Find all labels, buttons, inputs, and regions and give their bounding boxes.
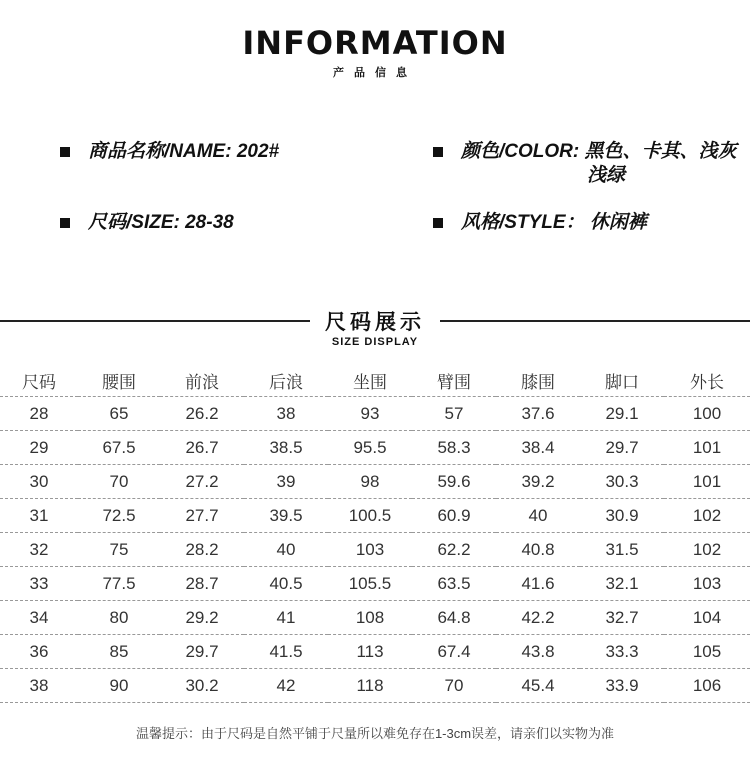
- table-cell: 62.2: [412, 533, 496, 567]
- table-cell: 30: [0, 465, 78, 499]
- table-cell: 57: [412, 397, 496, 431]
- table-cell: 90: [78, 669, 160, 703]
- table-cell: 26.2: [160, 397, 244, 431]
- table-cell: 43.8: [496, 635, 580, 669]
- table-cell: 104: [664, 601, 750, 635]
- table-cell: 103: [328, 533, 412, 567]
- table-cell: 64.8: [412, 601, 496, 635]
- table-cell: 60.9: [412, 499, 496, 533]
- table-cell: 29.1: [580, 397, 664, 431]
- table-cell: 59.6: [412, 465, 496, 499]
- table-cell: 72.5: [78, 499, 160, 533]
- table-header-row: [0, 364, 750, 397]
- table-cell: 29.2: [160, 601, 244, 635]
- column-header: 膝围: [496, 364, 580, 397]
- table-cell: 77.5: [78, 567, 160, 601]
- table-cell: 100.5: [328, 499, 412, 533]
- table-cell: 118: [328, 669, 412, 703]
- table-cell: 42.2: [496, 601, 580, 635]
- table-cell: 103: [664, 567, 750, 601]
- column-header: 臂围: [412, 364, 496, 397]
- bullet-icon: [60, 147, 70, 157]
- table-cell: 29.7: [580, 431, 664, 465]
- table-cell: 45.4: [496, 669, 580, 703]
- size-section-subtitle: SIZE DISPLAY: [331, 336, 419, 348]
- table-cell: 98: [328, 465, 412, 499]
- size-section-title: 尺码展示: [325, 311, 425, 334]
- size-table-body: [0, 397, 750, 703]
- table-cell: 30.9: [580, 499, 664, 533]
- table-cell: 65: [78, 397, 160, 431]
- table-cell: 42: [244, 669, 328, 703]
- table-cell: 85: [78, 635, 160, 669]
- info-color-line2: 浅绿: [587, 165, 626, 186]
- table-cell: 41: [244, 601, 328, 635]
- table-cell: 41.6: [496, 567, 580, 601]
- info-color: [461, 140, 737, 188]
- column-header: 坐围: [328, 364, 412, 397]
- table-cell: 38: [0, 669, 78, 703]
- column-header: 尺码: [0, 364, 78, 397]
- table-cell: 101: [664, 465, 750, 499]
- info-color-line1: 颜色/COLOR: 黑色、卡其、浅灰: [461, 141, 737, 162]
- bullet-icon: [60, 218, 70, 228]
- table-cell: 75: [78, 533, 160, 567]
- table-cell: 32: [0, 533, 78, 567]
- column-header: 后浪: [244, 364, 328, 397]
- table-row: [0, 499, 750, 533]
- table-cell: 38.4: [496, 431, 580, 465]
- table-cell: 40: [244, 533, 328, 567]
- table-cell: 105.5: [328, 567, 412, 601]
- bullet-icon: [433, 147, 443, 157]
- table-cell: 102: [664, 499, 750, 533]
- table-cell: 100: [664, 397, 750, 431]
- table-cell: 40.5: [244, 567, 328, 601]
- table-cell: 27.2: [160, 465, 244, 499]
- table-cell: 37.6: [496, 397, 580, 431]
- table-cell: 32.1: [580, 567, 664, 601]
- table-cell: 40: [496, 499, 580, 533]
- table-cell: 39.2: [496, 465, 580, 499]
- page-subtitle: 产品信息: [333, 67, 417, 79]
- table-cell: 58.3: [412, 431, 496, 465]
- info-size: 尺码/SIZE: 28-38: [88, 212, 234, 233]
- column-header: 前浪: [160, 364, 244, 397]
- table-cell: 38: [244, 397, 328, 431]
- table-cell: 32.7: [580, 601, 664, 635]
- table-cell: 41.5: [244, 635, 328, 669]
- table-cell: 70: [412, 669, 496, 703]
- table-cell: 95.5: [328, 431, 412, 465]
- table-cell: 33.9: [580, 669, 664, 703]
- table-cell: 31.5: [580, 533, 664, 567]
- table-cell: 40.8: [496, 533, 580, 567]
- table-cell: 113: [328, 635, 412, 669]
- size-table: [0, 364, 750, 703]
- table-cell: 26.7: [160, 431, 244, 465]
- table-cell: 63.5: [412, 567, 496, 601]
- table-cell: 105: [664, 635, 750, 669]
- table-row: [0, 601, 750, 635]
- table-row: [0, 533, 750, 567]
- table-cell: 70: [78, 465, 160, 499]
- table-cell: 108: [328, 601, 412, 635]
- size-note: 温馨提示：由于尺码是自然平铺于尺量所以难免存在1-3cm误差，请亲们以实物为准: [135, 726, 615, 741]
- info-style: 风格/STYLE： 休闲裤: [461, 212, 647, 233]
- table-cell: 34: [0, 601, 78, 635]
- table-cell: 101: [664, 431, 750, 465]
- table-cell: 33: [0, 567, 78, 601]
- table-cell: 28: [0, 397, 78, 431]
- bullet-icon: [433, 218, 443, 228]
- table-cell: 29: [0, 431, 78, 465]
- table-cell: 29.7: [160, 635, 244, 669]
- table-cell: 39.5: [244, 499, 328, 533]
- column-header: 脚口: [580, 364, 664, 397]
- table-cell: 27.7: [160, 499, 244, 533]
- table-cell: 30.3: [580, 465, 664, 499]
- column-header: 腰围: [78, 364, 160, 397]
- table-cell: 31: [0, 499, 78, 533]
- table-cell: 28.2: [160, 533, 244, 567]
- table-row: [0, 465, 750, 499]
- column-header: 外长: [664, 364, 750, 397]
- table-cell: 39: [244, 465, 328, 499]
- table-cell: 28.7: [160, 567, 244, 601]
- table-cell: 67.5: [78, 431, 160, 465]
- page-title: INFORMATION: [242, 24, 508, 62]
- table-row: [0, 431, 750, 465]
- table-cell: 33.3: [580, 635, 664, 669]
- table-cell: 106: [664, 669, 750, 703]
- table-cell: 102: [664, 533, 750, 567]
- table-cell: 38.5: [244, 431, 328, 465]
- table-cell: 80: [78, 601, 160, 635]
- table-cell: 36: [0, 635, 78, 669]
- table-row: [0, 397, 750, 431]
- table-cell: 30.2: [160, 669, 244, 703]
- table-row: [0, 635, 750, 669]
- table-cell: 67.4: [412, 635, 496, 669]
- table-row: [0, 567, 750, 601]
- table-cell: 93: [328, 397, 412, 431]
- table-row: [0, 669, 750, 703]
- info-name: 商品名称/NAME: 202#: [88, 141, 280, 162]
